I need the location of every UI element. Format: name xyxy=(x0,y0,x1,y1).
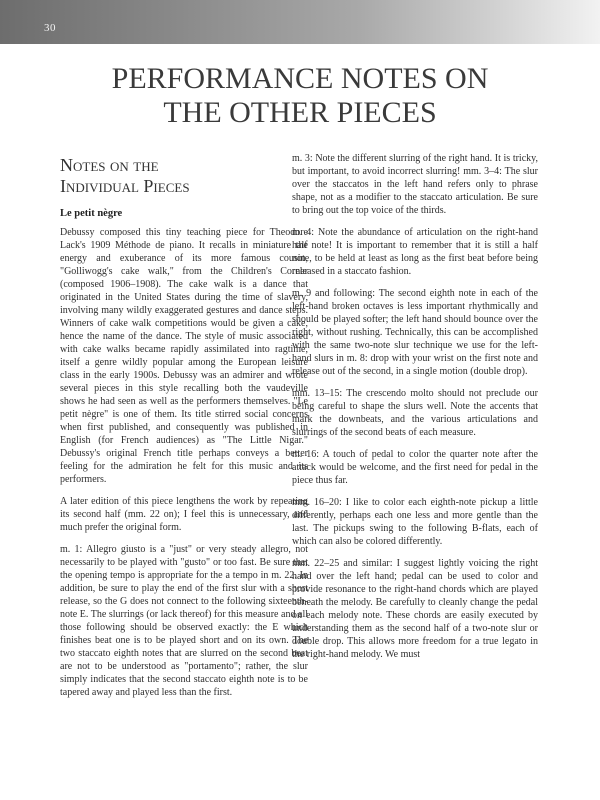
paragraph: mm. 22–25 and similar: I suggest lightly voicing the right hand over the left hand; pedal can be used to color and provide resonance to the right-hand chords which are played beneath the melody. Be carefully to cleanly change the pedal on each melody note. These chords are easily executed by understanding them as the second half of a two-note slur or double drop. This allows more freedom for a true legato in the right-hand melody. We must xyxy=(292,558,538,660)
paragraph: mm. 13–15: The crescendo molto should not preclude our being careful to shape the slurs well. Note the accents that mark the downbeats, and the various articulations and slurrings of the second beats of each measure. xyxy=(292,388,538,438)
paragraph: A later edition of this piece lengthens the work by repeating its second half (mm. 22 on); I feel this is unnecessary, and much prefer the original form. xyxy=(60,496,308,533)
page-title xyxy=(0,62,600,130)
left-column xyxy=(60,155,308,708)
page-number: 30 xyxy=(44,22,56,34)
piece-title: Le petit nègre xyxy=(60,208,123,219)
paragraph: m. 16: A touch of pedal to color the quarter note after the attack would be welcome, and the first need for pedal in the piece thus far. xyxy=(292,449,538,486)
paragraph: m. 4: Note the abundance of articulation on the right-hand half note! It is important to remember that it is still a half note, to be held at least as long as the first beat before being released in a staccato fashion. xyxy=(292,227,538,277)
paragraph: m. 1: Allegro giusto is a "just" or very steady allegro, not necessarily to be played with "gusto" or too fast. Be sure that the opening tempo is appropriate for the a tempo in m. 22. In addition, be sure to play the end of the first slur with a short release, so the G does not connect to the following sixteenth-note E. The slurrings (or lack thereof) for this measure and all those following should be observed exactly: the E which finishes beat one is to be played short and on its own. The two staccato eighth notes that are slurred on the second beat are not to be understood as "portamento"; rather, the slur simply indicates that the second staccato eighth note is to be tapered away and played less than the first. xyxy=(60,544,308,698)
paragraph: m. 3: Note the different slurring of the right hand. It is tricky, but important, to avoid incorrect slurring! mm. 3–4: The slur over the staccatos in the left hand refers only to phrase shape, not as a modifier to the staccato articulation. Be sure to bring out the top voice of the thirds. xyxy=(292,153,538,216)
paragraph: Debussy composed this tiny teaching piece for Theodore Lack's 1909 Méthode de piano. It recalls in miniature the energy and exuberance of its more famous cousin, "Golliwogg's cake walk," from the Children's Corner (composed 1906–1908). The cake walk is a dance that originated in the United States during the time of slavery, involving many wildly exaggerated gestures and dance steps. Winners of cake walk competitions would be given a cake, hence the name of the dance. The style of music associated with cake walks became rapidly assimilated into ragtime, itself a genre wildly popular among the European leisure class in the early 1900s. Debussy was an admirer and wrote several pieces in this style recalling both the vaudeville shows he had seen as well as the performers themselves. "Le petit nègre" is one of them. Its title stirred social concerns when first published, and consequently was published in English (for French audiences) as "The Little Nigar." Debussy's original French title perhaps conveys a better feeling for the admiration he felt for this music and its performers. xyxy=(60,227,308,485)
page-title-line-2: THE OTHER PIECES xyxy=(163,96,437,129)
paragraph: m. 9 and following: The second eighth note in each of the left-hand broken octaves is less important rhythmically and should be played softer; the left hand should bounce over the right, without rushing. Technically, this can be accomplished with the same two-note slur technique we use for the left-hand slurs in m. 8: drop with your wrist on the first note and release out of the second, in a single motion (double drop). xyxy=(292,288,538,377)
section-heading-line-1: Notes on the xyxy=(60,155,159,175)
section-heading-line-2: Individual Pieces xyxy=(60,176,190,196)
right-column xyxy=(292,152,538,670)
header-band xyxy=(0,0,600,44)
section-heading xyxy=(60,155,308,197)
paragraph: mm. 16–20: I like to color each eighth-note pickup a little differently, perhaps each one less and more gentle than the last. The pickups swing to the following B-flats, each of which can also be colored differently. xyxy=(292,497,538,547)
page-title-line-1: PERFORMANCE NOTES ON xyxy=(111,62,489,95)
